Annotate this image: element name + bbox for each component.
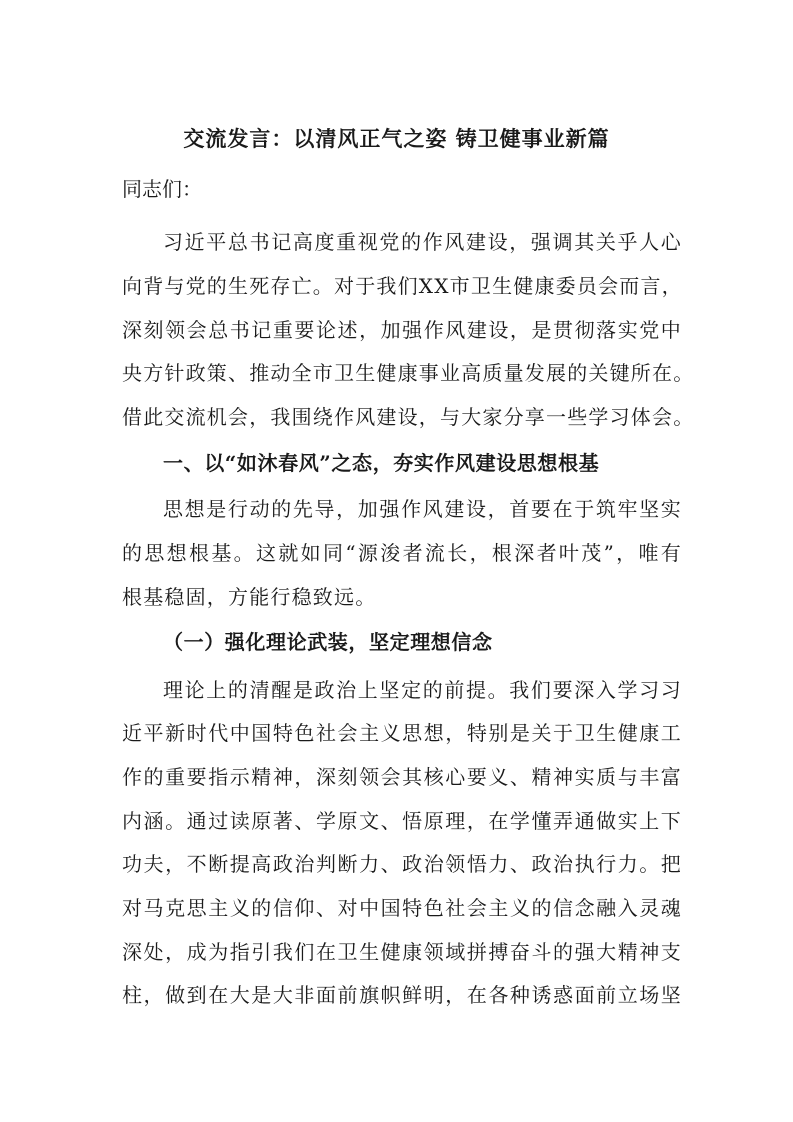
subsection1-line: 作的重要指示精神，深刻领会其核心要义、精神实质与丰富	[122, 765, 682, 789]
intro-line: 习近平总书记高度重视党的作风建设，强调其关乎人心	[163, 230, 682, 254]
subsection1-line: 理论上的清醒是政治上坚定的前提。我们要深入学习习	[163, 678, 682, 702]
section-heading: 一、以“如沐春风”之态，夯实作风建设思想根基	[163, 451, 600, 475]
subsection1-line: 近平新时代中国特色社会主义思想，特别是关于卫生健康工	[122, 721, 682, 745]
subsection1-line: 柱，做到在大是大非面前旗帜鲜明，在各种诱惑面前立场坚	[122, 983, 682, 1007]
intro-line: 央方针政策、推动全市卫生健康事业高质量发展的关键所在。	[122, 361, 695, 385]
subsection1-line: 功夫，不断提高政治判断力、政治领悟力、政治执行力。把	[122, 852, 682, 876]
subsection1-line: 内涵。通过读原著、学原文、悟原理，在学懂弄通做实上下	[122, 809, 682, 833]
subsection1-line: 深处，成为指引我们在卫生健康领域拼搏奋斗的强大精神支	[122, 940, 682, 964]
intro-line: 向背与党的生死存亡。对于我们XX市卫生健康委员会而言，	[122, 274, 683, 298]
intro-line: 借此交流机会，我围绕作风建设，与大家分享一些学习体会。	[122, 405, 695, 429]
document-title: 交流发言：以清风正气之姿 铸卫健事业新篇	[183, 126, 610, 151]
subsection1-line: 对马克思主义的信仰、对中国特色社会主义的信念融入灵魂	[122, 896, 682, 920]
intro-line: 深刻领会总书记重要论述，加强作风建设，是贯彻落实党中	[122, 318, 682, 342]
salutation: 同志们：	[122, 177, 202, 201]
section1-line: 的思想根基。这就如同“源浚者流长，根深者叶茂”，唯有	[122, 541, 682, 565]
section1-line: 思想是行动的先导，加强作风建设，首要在于筑牢坚实	[163, 497, 682, 521]
section1-line: 根基稳固，方能行稳致远。	[122, 585, 377, 609]
subsection-heading: （一）强化理论武装，坚定理想信念	[163, 630, 493, 654]
